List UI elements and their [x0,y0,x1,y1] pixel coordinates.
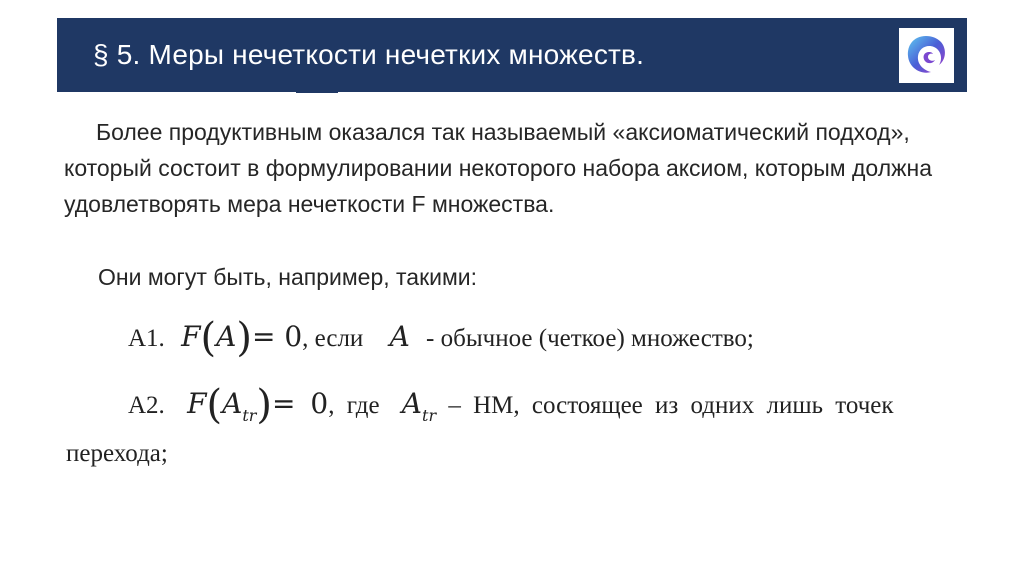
axiom-a1-label: А1. [128,325,165,352]
axiom-a2-variable: A [401,387,423,420]
open-paren: ( [200,315,217,361]
axiom-a2-equals: = 0 [272,387,329,420]
axiom-a1-variable: A [389,320,410,353]
axiom-a2-variable-subscript: tr [422,406,437,425]
axiom-a2-argument-subscript: tr [242,406,257,425]
close-paren: ) [256,382,273,428]
axiom-a2-continuation: перехода; [66,440,168,467]
paragraph-axiomatic-approach: Более продуктивным оказался так называемый «аксиоматический подход», который состоит в формулировании некоторого набора аксиом, которым должна удовлетворять мера нечеткости F множества. [64,119,932,217]
axiom-a2 [128,382,894,428]
axiom-a2-description: – НМ, состоящее из одних лишь точек [448,392,894,419]
axiom-a1-equals: = 0 [251,320,303,353]
axiom-a2-label: А2. [128,392,165,419]
axiom-a1-description: - обычное (четкое) множество; [426,325,754,352]
axiom-a2-where-text: , где [328,392,380,419]
axiom-a1 [128,315,754,361]
open-paren: ( [206,382,223,428]
axiom-a2-function: F [187,387,207,420]
axiom-a1-function: F [181,320,201,353]
swirl-logo-icon [899,28,954,83]
slide-title: § 5. Меры нечеткости нечетких множеств. [93,39,645,70]
title-bar [57,18,967,92]
close-paren: ) [236,315,252,361]
title-underline-tab [296,90,338,93]
paragraph-examples-intro: Они могут быть, например, такими: [98,264,478,290]
axiom-a1-if-text: , если [302,325,364,352]
axiom-a1-argument: A [216,320,237,353]
axiom-a2-argument: A [222,387,243,420]
